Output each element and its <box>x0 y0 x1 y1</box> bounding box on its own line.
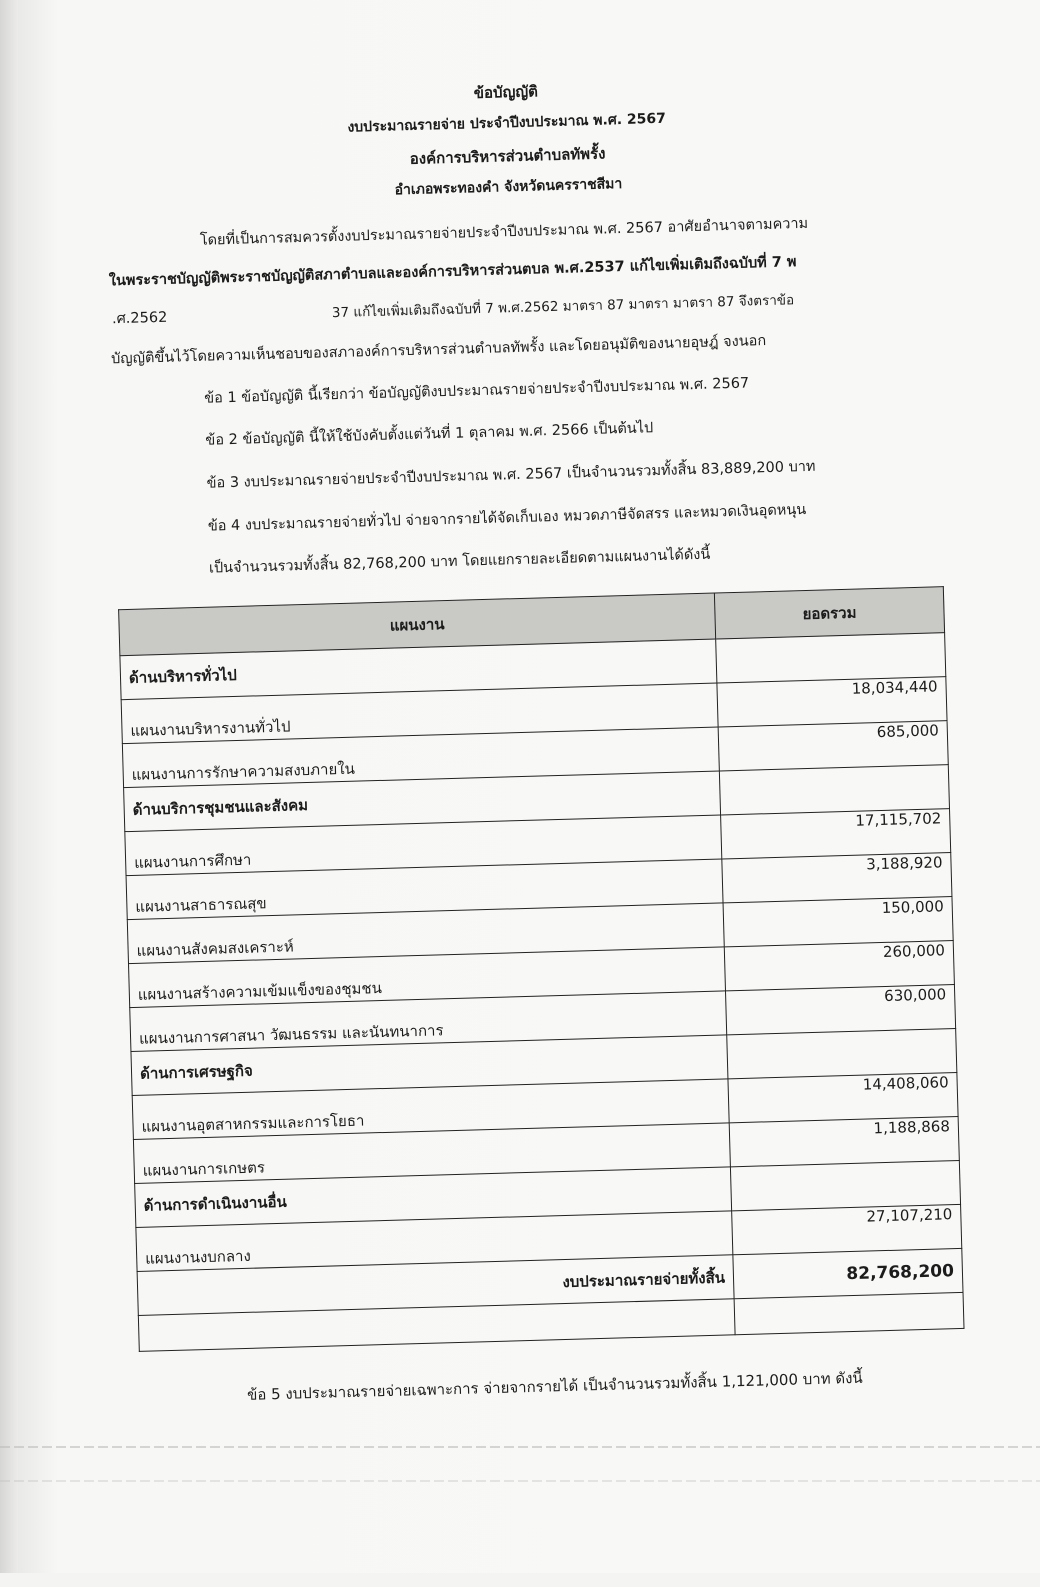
intro-line-3b: 37 แก้ไขเพิ่มเติมถึงฉบับที่ 7 พ.ศ.2562 มาตรา 87 มาตรา มาตรา 87 จึงตราข้อ <box>331 292 795 322</box>
doc-title: ข้อบัญญัติ <box>473 82 539 103</box>
plan-name: แผนงานสร้างความเข้มแข็งของชุมชน <box>128 947 725 1008</box>
empty-cell <box>719 765 949 815</box>
scan-artifact-line <box>0 1446 1040 1448</box>
clause-4-cont: เป็นจำนวนรวมทั้งสิ้น 82,768,200 บาท โดยแยกรายละเอียดตามแผนงานได้ดังนี้ <box>208 546 711 577</box>
plan-name: แผนงานการรักษาความสงบภายใน <box>122 727 719 788</box>
doc-location: อำเภอพระทองคำ จังหวัดนครราชสีมา <box>394 175 623 199</box>
empty-cell <box>730 1160 960 1210</box>
intro-line-1: โดยที่เป็นการสมควรตั้งงบประมาณรายจ่ายประจำปีงบประมาณ พ.ศ. 2567 อาศัยอำนาจตามความ <box>199 215 809 249</box>
plan-amount: 630,000 <box>725 985 955 1035</box>
plan-amount: 685,000 <box>718 721 948 771</box>
total-value: 82,768,200 <box>733 1248 963 1298</box>
empty-cell <box>734 1292 964 1334</box>
budget-table <box>118 586 964 1352</box>
doc-organization: องค์การบริหารส่วนตำบลทัพรั้ง <box>409 144 606 168</box>
empty-cell <box>727 1029 957 1079</box>
plan-name: แผนงานอุตสาหกรรมและการโยธา <box>132 1079 729 1140</box>
section-label: ด้านการดำเนินงานอื่น <box>135 1167 732 1228</box>
plan-name: แผนงานบริหารงานทั่วไป <box>121 683 718 744</box>
intro-line-4: บัญญัติขึ้นไว้โดยความเห็นชอบของสภาองค์การบริหารส่วนตำบลทัพรั้ง และโดยอนุมัติของนายอุษฎ์ จงนอก <box>110 333 767 368</box>
plan-amount: 3,188,920 <box>722 853 952 903</box>
plan-name: แผนงานการศึกษา <box>125 815 722 876</box>
doc-subtitle: งบประมาณรายจ่าย ประจำปีงบประมาณ พ.ศ. 2567 <box>347 110 667 136</box>
clause-3: ข้อ 3 งบประมาณรายจ่ายประจำปีงบประมาณ พ.ศ. 2567 เป็นจำนวนรวมทั้งสิ้น 83,889,200 บาท <box>206 458 816 492</box>
plan-name: แผนงานการศาสนา วัฒนธรรม และนันทนาการ <box>130 991 727 1052</box>
plan-amount: 14,408,060 <box>728 1072 958 1122</box>
plan-amount: 17,115,702 <box>721 809 951 859</box>
total-label: งบประมาณรายจ่ายทั้งสิ้น <box>137 1255 734 1316</box>
intro-line-3a: .ศ.2562 <box>111 309 168 328</box>
plan-amount: 27,107,210 <box>732 1204 962 1254</box>
plan-name: แผนงานสาธารณสุข <box>126 859 723 920</box>
plan-amount: 1,188,868 <box>729 1116 959 1166</box>
plan-amount: 260,000 <box>724 941 954 991</box>
plan-amount: 150,000 <box>723 897 953 947</box>
plan-name: แผนงานการเกษตร <box>133 1123 730 1184</box>
plan-name: แผนงานงบกลาง <box>136 1211 733 1272</box>
section-label: ด้านการเศรษฐกิจ <box>131 1035 728 1096</box>
col-header-plan: แผนงาน <box>119 593 716 656</box>
plan-name: แผนงานสังคมสงเคราะห์ <box>127 903 724 964</box>
scan-artifact-line <box>0 1480 1040 1482</box>
section-label: ด้านบริหารทั่วไป <box>120 639 717 700</box>
section-label: ด้านบริการชุมชนและสังคม <box>124 771 721 832</box>
plan-amount: 18,034,440 <box>717 677 947 727</box>
clause-1: ข้อ 1 ข้อบัญญัติ นี้เรียกว่า ข้อบัญญัติงบประมาณรายจ่ายประจำปีงบประมาณ พ.ศ. 2567 <box>204 375 750 407</box>
col-header-total: ยอดรวม <box>714 587 944 639</box>
clause-2: ข้อ 2 ข้อบัญญัติ นี้ให้ใช้บังคับตั้งแต่วันที่ 1 ตุลาคม พ.ศ. 2566 เป็นต้นไป <box>205 420 654 449</box>
intro-line-2: ในพระราชบัญญัติพระราชบัญญัติสภาตำบลและองค์การบริหารส่วนตบล พ.ศ.2537 แก้ไขเพิ่มเติมถึงฉบับที่ 7 พ <box>108 254 797 290</box>
clause-5: ข้อ 5 งบประมาณรายจ่ายเฉพาะการ จ่ายจากรายได้ เป็นจำนวนรวมทั้งสิ้น 1,121,000 บาท ดังนี้ <box>246 1368 863 1404</box>
clause-4: ข้อ 4 งบประมาณรายจ่ายทั่วไป จ่ายจากรายได้จัดเก็บเอง หมวดภาษีจัดสรร และหมวดเงินอุดหนุน <box>207 501 807 535</box>
empty-cell <box>716 633 946 683</box>
